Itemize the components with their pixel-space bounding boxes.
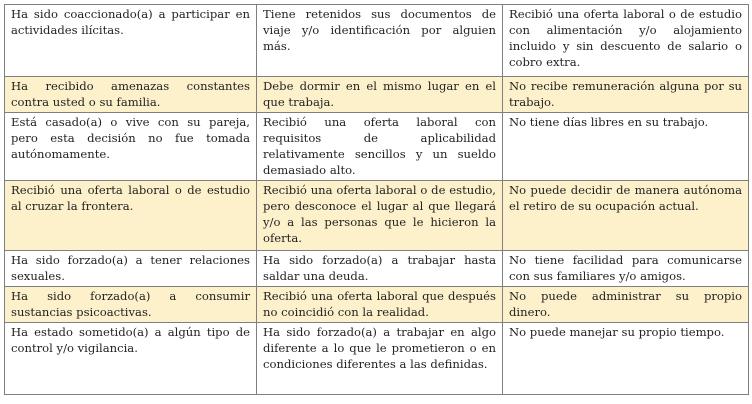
table-row [5, 113, 749, 181]
table-cell: Tiene retenidos sus documentos de viaje y/o identificación por alguien más. [257, 5, 503, 77]
table-cell: Recibió una oferta laboral con requisitos de aplicabilidad relativamente sencillos y un sueldo demasiado alto. [257, 113, 503, 181]
table-cell: Recibió una oferta laboral o de estudio, pero desconoce el lugar al que llegará y/o a las personas que le hicieron la oferta. [257, 181, 503, 251]
table-cell: No recibe remuneración alguna por su trabajo. [503, 77, 749, 113]
table-cell: Recibió una oferta laboral que después no coincidió con la realidad. [257, 287, 503, 323]
table-cell: Ha sido forzado(a) a consumir sustancias psicoactivas. [5, 287, 257, 323]
table-row [5, 251, 749, 287]
table-row [5, 77, 749, 113]
table-row [5, 181, 749, 251]
table-cell: Ha sido forzado(a) a tener relaciones sexuales. [5, 251, 257, 287]
table-cell: Ha estado sometido(a) a algún tipo de control y/o vigilancia. [5, 323, 257, 395]
table-cell: No tiene días libres en su trabajo. [503, 113, 749, 181]
table-cell: No puede decidir de manera autónoma el retiro de su ocupación actual. [503, 181, 749, 251]
table-cell: No tiene facilidad para comunicarse con sus familiares y/o amigos. [503, 251, 749, 287]
table-row [5, 5, 749, 77]
table-cell: Está casado(a) o vive con su pareja, pero esta decisión no fue tomada autónomamente. [5, 113, 257, 181]
table-cell: Recibió una oferta laboral o de estudio con alimentación y/o alojamiento incluido y sin descuento de salario o cobro extra. [503, 5, 749, 77]
table-cell: Recibió una oferta laboral o de estudio al cruzar la frontera. [5, 181, 257, 251]
table-cell: Ha sido forzado(a) a trabajar hasta saldar una deuda. [257, 251, 503, 287]
table-row [5, 287, 749, 323]
table-cell: No puede manejar su propio tiempo. [503, 323, 749, 395]
indicators-table-body [5, 5, 749, 395]
table-cell: Ha sido forzado(a) a trabajar en algo diferente a lo que le prometieron o en condiciones diferentes a las definidas. [257, 323, 503, 395]
table-cell: Ha recibido amenazas constantes contra usted o su familia. [5, 77, 257, 113]
indicators-table [4, 4, 749, 395]
table-cell: Ha sido coaccionado(a) a participar en actividades ilícitas. [5, 5, 257, 77]
table-row [5, 323, 749, 395]
table-cell: No puede administrar su propio dinero. [503, 287, 749, 323]
table-cell: Debe dormir en el mismo lugar en el que trabaja. [257, 77, 503, 113]
